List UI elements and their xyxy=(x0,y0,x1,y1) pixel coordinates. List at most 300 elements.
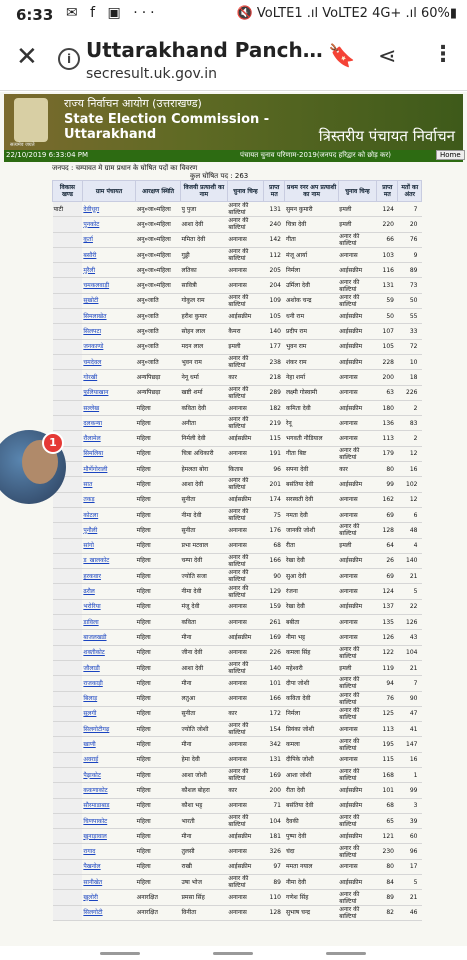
table-cell: अनानास xyxy=(227,737,263,752)
table-cell: अनार की बाल्टियां xyxy=(227,385,263,400)
cell-panchayat-link[interactable]: सुखोटी xyxy=(82,293,135,308)
table-cell: पु पुजा xyxy=(180,202,227,217)
table-cell: 200 xyxy=(377,370,398,385)
table-cell: 4 xyxy=(398,538,422,553)
table-cell: लतुआ xyxy=(180,691,227,706)
table-cell: महेश्वरी xyxy=(285,660,338,675)
table-cell: 12 xyxy=(398,492,422,507)
table-cell: तुलसी xyxy=(180,844,227,859)
table-cell: आईसक्रीम xyxy=(227,431,263,446)
table-cell: 113 xyxy=(377,431,398,446)
cell-panchayat-link[interactable]: जौलाडी xyxy=(82,660,135,675)
table-cell: 131 xyxy=(264,202,285,217)
table-row xyxy=(53,630,422,645)
table-cell: 128 xyxy=(264,905,285,920)
column-header: चुनाव चिन्ह xyxy=(338,181,376,202)
table-cell: महिला xyxy=(136,844,181,859)
table-cell: नेहा शर्मा xyxy=(285,370,338,385)
table-cell: इमली xyxy=(338,538,376,553)
cell-block xyxy=(53,370,83,385)
cell-panchayat-link[interactable]: राजकाड़ी xyxy=(82,676,135,691)
table-cell: 20 xyxy=(398,217,422,232)
cell-panchayat-link[interactable]: ड_खालकोट xyxy=(82,553,135,568)
breadcrumb: पंचायत चुनाव परिणाम-2019(जनपद हरिद्वार को छोड़ कर) xyxy=(240,151,391,159)
table-cell: 140 xyxy=(264,660,285,675)
table-cell: 140 xyxy=(264,324,285,339)
table-row xyxy=(53,202,422,217)
table-cell: 140 xyxy=(398,553,422,568)
table-cell: अनानास xyxy=(338,752,376,767)
table-cell: 80 xyxy=(377,462,398,477)
table-cell: अनु०जाति xyxy=(136,309,181,324)
cell-panchayat-link[interactable]: सुलगी xyxy=(82,706,135,721)
cell-panchayat-link[interactable]: चिणपाकोट xyxy=(82,813,135,828)
table-row xyxy=(53,737,422,752)
table-cell: 168 xyxy=(377,767,398,782)
table-row xyxy=(53,599,422,614)
cell-panchayat-link[interactable]: खाणी xyxy=(82,737,135,752)
cell-block xyxy=(53,278,83,293)
table-cell: नीमा देवी xyxy=(180,584,227,599)
home-button[interactable]: Home xyxy=(436,150,465,160)
table-row xyxy=(53,507,422,522)
table-cell: नेनू धर्मा xyxy=(180,370,227,385)
cell-panchayat-link[interactable]: डाविला xyxy=(82,615,135,630)
table-cell: अनार की बाल्टियां xyxy=(227,722,263,737)
table-cell: आईसक्रीम xyxy=(338,875,376,890)
table-cell: अनीता xyxy=(180,416,227,431)
table-row xyxy=(53,783,422,798)
cell-panchayat-link[interactable]: शक्तीकोट xyxy=(82,645,135,660)
cell-panchayat-link[interactable]: सल्लेख xyxy=(82,400,135,415)
cell-block xyxy=(53,783,83,798)
cell-panchayat-link[interactable]: सांगो xyxy=(82,538,135,553)
table-cell: 94 xyxy=(377,676,398,691)
cell-panchayat-link[interactable]: सिमलाखेत xyxy=(82,309,135,324)
cell-block xyxy=(53,416,83,431)
table-cell: महिला xyxy=(136,798,181,813)
table-cell: 21 xyxy=(398,660,422,675)
table-cell: गीता बिष्ट xyxy=(285,446,338,461)
share-icon[interactable]: ⋖ xyxy=(378,44,397,69)
cell-block xyxy=(53,263,83,278)
cell-panchayat-link[interactable]: अवराई xyxy=(82,752,135,767)
table-cell: अनारक्षित xyxy=(136,890,181,905)
table-cell: 181 xyxy=(264,829,285,844)
nav-home-button[interactable] xyxy=(213,952,253,955)
table-cell: कविता देवी xyxy=(285,691,338,706)
table-cell: मीना xyxy=(180,630,227,645)
table-row xyxy=(53,354,422,369)
cell-block xyxy=(53,630,83,645)
table-cell: 73 xyxy=(398,278,422,293)
table-cell: 68 xyxy=(377,798,398,813)
cell-panchayat-link[interactable]: फुलियाखान xyxy=(82,385,135,400)
table-cell: महिला xyxy=(136,538,181,553)
cell-panchayat-link[interactable]: सानीखेत xyxy=(82,875,135,890)
table-cell: शंकर राम xyxy=(285,354,338,369)
table-cell: आईसक्रीम xyxy=(227,309,263,324)
table-cell: 261 xyxy=(264,615,285,630)
close-icon[interactable]: ✕ xyxy=(16,42,38,72)
table-cell: 166 xyxy=(264,553,285,568)
table-cell: अनार की बाल्टियां xyxy=(227,202,263,217)
cell-panchayat-link[interactable]: तकड़ xyxy=(82,492,135,507)
table-row xyxy=(53,217,422,232)
nav-bar xyxy=(0,946,467,960)
cell-panchayat-link[interactable]: सिलगोटीगढ़ xyxy=(82,722,135,737)
table-cell: 69 xyxy=(377,569,398,584)
table-cell: अनार की बाल्टियां xyxy=(338,890,376,905)
cell-block xyxy=(53,309,83,324)
table-cell: 129 xyxy=(264,584,285,599)
table-row xyxy=(53,584,422,599)
table-cell: 7 xyxy=(398,676,422,691)
table-cell: अनार की बाल्टियां xyxy=(338,293,376,308)
system-indicators: 🔇 VoLTE1 .ıl VoLTE2 4G+ .ıl 60%▮ xyxy=(236,6,457,21)
table-row xyxy=(53,339,422,354)
browser-toolbar xyxy=(0,30,467,91)
table-cell: अनु०जा०महिला xyxy=(136,247,181,262)
table-cell: आशा जोशी xyxy=(285,767,338,782)
table-cell: सुमन कुमारी xyxy=(285,202,338,217)
cell-panchayat-link[interactable]: हरकवार xyxy=(82,569,135,584)
table-row xyxy=(53,798,422,813)
table-cell: 104 xyxy=(264,813,285,828)
table-cell: सुनीता xyxy=(180,523,227,538)
cell-panchayat-link[interactable]: कोटला xyxy=(82,507,135,522)
table-cell: चम्पा देवी xyxy=(180,553,227,568)
table-row xyxy=(53,706,422,721)
table-row xyxy=(53,890,422,905)
nav-back-button[interactable] xyxy=(100,952,140,955)
cell-panchayat-link[interactable]: दलकन्या xyxy=(82,416,135,431)
table-cell: 238 xyxy=(264,354,285,369)
table-cell: 96 xyxy=(264,462,285,477)
cell-panchayat-link[interactable]: पुनौली xyxy=(82,523,135,538)
table-cell: अनार की बाल्टियां xyxy=(227,767,263,782)
table-cell: अनु०जा०महिला xyxy=(136,278,181,293)
table-cell: 75 xyxy=(264,507,285,522)
datetime: 22/10/2019 6:33:04 PM xyxy=(6,151,89,159)
table-cell: महिला xyxy=(136,400,181,415)
cell-panchayat-link[interactable]: बसौरी xyxy=(82,247,135,262)
table-row xyxy=(53,232,422,247)
column-header: विकास खण्ड xyxy=(53,181,83,202)
column-header: मतों का अंतर xyxy=(398,181,422,202)
table-cell: महिला xyxy=(136,615,181,630)
table-cell: 124 xyxy=(377,584,398,599)
table-cell: अनानास xyxy=(227,752,263,767)
table-cell: आशा देवी xyxy=(180,477,227,492)
table-cell: अनार की बाल्टियां xyxy=(338,737,376,752)
table-cell: 131 xyxy=(377,278,398,293)
cell-panchayat-link[interactable]: मुरैली xyxy=(82,263,135,278)
table-cell: आईसक्रीम xyxy=(227,859,263,874)
table-cell: 115 xyxy=(264,431,285,446)
table-cell: 228 xyxy=(377,354,398,369)
table-row xyxy=(53,400,422,415)
table-cell: रेखा देवी xyxy=(285,599,338,614)
table-cell: महिला xyxy=(136,829,181,844)
table-cell: 159 xyxy=(264,599,285,614)
table-row xyxy=(53,370,422,385)
table-cell: 103 xyxy=(377,247,398,262)
table-cell: 136 xyxy=(377,416,398,431)
table-cell: चंदा xyxy=(285,844,338,859)
cell-panchayat-link[interactable]: ककणाकोट xyxy=(82,783,135,798)
nav-recents-button[interactable] xyxy=(326,952,366,955)
table-cell: 289 xyxy=(264,385,285,400)
table-cell: अनार की बाल्टियां xyxy=(338,844,376,859)
table-row xyxy=(53,462,422,477)
table-cell: अनानास xyxy=(338,615,376,630)
table-cell: अनानास xyxy=(227,446,263,461)
table-cell: पुष्पा देवी xyxy=(285,829,338,844)
table-cell: आईसक्रीम xyxy=(227,829,263,844)
table-row xyxy=(53,844,422,859)
table-row xyxy=(53,905,422,920)
cell-block xyxy=(53,507,83,522)
cell-panchayat-link[interactable]: देवीधूरा xyxy=(82,202,135,217)
table-row xyxy=(53,477,422,492)
table-cell: 121 xyxy=(377,829,398,844)
cell-panchayat-link[interactable]: ढरौल xyxy=(82,584,135,599)
table-cell: अनार की बाल्टियां xyxy=(338,905,376,920)
table-cell: आईसक्रीम xyxy=(338,354,376,369)
cell-panchayat-link[interactable]: सिलपटा xyxy=(82,324,135,339)
table-cell: भारती xyxy=(180,813,227,828)
cell-panchayat-link[interactable]: सौरमाडाबाड xyxy=(82,798,135,813)
table-cell: अनार की बाल्टियां xyxy=(338,232,376,247)
table-cell: रेखा देवी xyxy=(285,553,338,568)
table-cell: महिला xyxy=(136,477,181,492)
table-cell: 43 xyxy=(398,630,422,645)
table-cell: महिला xyxy=(136,813,181,828)
table-cell: भगवती नौडियाल xyxy=(285,431,338,446)
cell-block xyxy=(53,324,83,339)
table-cell: 90 xyxy=(264,569,285,584)
table-cell: प्रभा मटवाल xyxy=(180,538,227,553)
banner-title-line1: State Election Commission - xyxy=(64,112,270,127)
table-row xyxy=(53,247,422,262)
table-cell: अनानास xyxy=(338,416,376,431)
more-options-icon[interactable]: ⋮ xyxy=(432,42,454,67)
table-cell: अन्यपिछड़ा xyxy=(136,370,181,385)
table-cell: दीपिके जोशी xyxy=(285,752,338,767)
table-cell: सुनीता xyxy=(180,706,227,721)
table-row xyxy=(53,691,422,706)
table-cell: गुड्डी xyxy=(180,247,227,262)
cell-panchayat-link[interactable]: खुनाड़ावाल xyxy=(82,829,135,844)
table-cell: महिला xyxy=(136,431,181,446)
table-cell: 69 xyxy=(377,507,398,522)
cell-panchayat-link[interactable]: जनकाण्डे xyxy=(82,339,135,354)
table-cell: महिला xyxy=(136,875,181,890)
table-cell: आईसक्रीम xyxy=(338,783,376,798)
table-cell: भुवन राम xyxy=(285,339,338,354)
cell-panchayat-link[interactable]: सिलगोटी xyxy=(82,905,135,920)
table-cell: अनु०जाति xyxy=(136,324,181,339)
emblem-caption: सत्यमेव जयते xyxy=(10,142,35,148)
table-cell: अनार की बाल्टियां xyxy=(227,553,263,568)
table-cell: आईसक्रीम xyxy=(338,477,376,492)
table-row xyxy=(53,293,422,308)
table-cell: 21 xyxy=(398,890,422,905)
cell-panchayat-link[interactable]: बिलाड़ xyxy=(82,691,135,706)
table-cell: आशा देवी xyxy=(180,660,227,675)
table-cell: 33 xyxy=(398,324,422,339)
table-cell: अनु०जाति xyxy=(136,293,181,308)
table-cell: महिला xyxy=(136,645,181,660)
cell-panchayat-link[interactable]: पैखनोल xyxy=(82,859,135,874)
table-cell: 201 xyxy=(264,477,285,492)
table-cell: अनार की बाल्टियां xyxy=(227,293,263,308)
table-cell: 83 xyxy=(398,416,422,431)
table-cell: 180 xyxy=(377,400,398,415)
table-cell: 240 xyxy=(264,217,285,232)
table-cell: अनार की बाल्टियां xyxy=(338,645,376,660)
bookmark-icon[interactable]: 🔖 xyxy=(328,44,356,69)
cell-panchayat-link[interactable]: बाजलखडी xyxy=(82,630,135,645)
site-info-icon[interactable]: i xyxy=(58,48,80,70)
cell-panchayat-link[interactable]: मौर्णेगोराली xyxy=(82,462,135,477)
chat-head[interactable] xyxy=(0,430,66,504)
table-cell: 116 xyxy=(377,263,398,278)
cell-panchayat-link[interactable]: चमदेवल xyxy=(82,354,135,369)
table-cell: महिला xyxy=(136,523,181,538)
table-row xyxy=(53,553,422,568)
table-cell: कमला सिंह xyxy=(285,645,338,660)
table-cell: इमली xyxy=(227,339,263,354)
table-cell: कार xyxy=(227,706,263,721)
table-cell: कौशल बोहरा xyxy=(180,783,227,798)
cell-panchayat-link[interactable]: चमकलवाड़ी xyxy=(82,278,135,293)
table-cell: राखी xyxy=(180,859,227,874)
page-domain: secresult.uk.gov.in xyxy=(86,66,217,82)
table-cell: लक्ष्मी गोस्वामी xyxy=(285,385,338,400)
table-cell: 72 xyxy=(398,339,422,354)
table-cell: इमली xyxy=(338,660,376,675)
table-cell: 76 xyxy=(377,691,398,706)
table-cell: अनार की बाल्टियां xyxy=(227,247,263,262)
cell-panchayat-link[interactable]: पैढ़ाकोट xyxy=(82,767,135,782)
clock: 6:33 xyxy=(16,6,54,24)
table-cell: उषा भोज xyxy=(180,875,227,890)
table-cell: महिला xyxy=(136,722,181,737)
table-cell: बबीता xyxy=(285,615,338,630)
table-cell: 5 xyxy=(398,875,422,890)
cell-block xyxy=(53,875,83,890)
cell-panchayat-link[interactable]: सिमलिया xyxy=(82,446,135,461)
table-cell: आईसक्रीम xyxy=(338,599,376,614)
table-cell: 3 xyxy=(398,798,422,813)
cell-panchayat-link[interactable]: रागाद xyxy=(82,844,135,859)
table-cell: 205 xyxy=(264,263,285,278)
table-cell: अनानास xyxy=(227,844,263,859)
table-row xyxy=(53,324,422,339)
cell-block xyxy=(53,722,83,737)
table-cell: दीपा जोशी xyxy=(285,676,338,691)
table-cell: अनार की बाल्टियां xyxy=(227,217,263,232)
table-cell: आशा जोशी xyxy=(180,767,227,782)
table-cell: 135 xyxy=(377,615,398,630)
table-cell: कार xyxy=(338,462,376,477)
table-cell: महिला xyxy=(136,462,181,477)
table-cell: इमली xyxy=(338,202,376,217)
table-cell: अनारक्षित xyxy=(136,905,181,920)
table-cell: अनानास xyxy=(227,538,263,553)
table-cell: अनानास xyxy=(227,798,263,813)
table-row xyxy=(53,309,422,324)
table-cell: अनार की बाल्टियां xyxy=(227,569,263,584)
cell-block xyxy=(53,569,83,584)
table-cell: मंजू देवी xyxy=(180,599,227,614)
table-cell: महिला xyxy=(136,676,181,691)
table-cell: हेमा देवी xyxy=(180,752,227,767)
table-cell: अनु०जाति xyxy=(136,354,181,369)
table-cell: 166 xyxy=(264,691,285,706)
status-bar xyxy=(0,0,467,30)
table-cell: 113 xyxy=(377,722,398,737)
table-cell: आईसक्रीम xyxy=(338,553,376,568)
cell-panchayat-link[interactable]: भरोरिया xyxy=(82,599,135,614)
cell-panchayat-link[interactable]: पुनकोट xyxy=(82,217,135,232)
table-cell: अनार की बाल्टियां xyxy=(338,278,376,293)
table-cell: अनार की बाल्टियां xyxy=(227,354,263,369)
table-cell: 126 xyxy=(377,630,398,645)
table-cell: 64 xyxy=(377,538,398,553)
table-cell: 162 xyxy=(377,492,398,507)
table-cell: आईसक्रीम xyxy=(338,324,376,339)
cell-panchayat-link[interactable]: गोरखी xyxy=(82,370,135,385)
table-cell: नीमा देवी xyxy=(180,507,227,522)
table-cell: 26 xyxy=(377,553,398,568)
cell-block xyxy=(53,798,83,813)
cell-block xyxy=(53,645,83,660)
table-row xyxy=(53,767,422,782)
table-cell: कमला xyxy=(285,737,338,752)
table-cell: महिला xyxy=(136,783,181,798)
cell-panchayat-link[interactable]: रौलामेल xyxy=(82,431,135,446)
cell-panchayat-link[interactable]: खुलोरी xyxy=(82,890,135,905)
table-cell: 22 xyxy=(398,599,422,614)
table-cell: 65 xyxy=(377,813,398,828)
table-cell: 46 xyxy=(398,905,422,920)
table-cell: महिला xyxy=(136,767,181,782)
notification-icons: ✉ f ▣ ··· xyxy=(66,5,159,21)
table-cell: 6 xyxy=(398,507,422,522)
table-cell: 230 xyxy=(377,844,398,859)
table-cell: मीना xyxy=(180,829,227,844)
table-row xyxy=(53,615,422,630)
table-cell: 17 xyxy=(398,859,422,874)
table-cell: आईसक्रीम xyxy=(338,339,376,354)
table-cell: किताब xyxy=(227,462,263,477)
table-cell: अनार की बाल्टियां xyxy=(227,584,263,599)
table-cell: रीता देवी xyxy=(285,783,338,798)
table-cell: अनानास xyxy=(227,890,263,905)
table-cell: कविता xyxy=(180,615,227,630)
table-cell: आईसक्रीम xyxy=(338,309,376,324)
table-cell: अनार की बाल्टियां xyxy=(227,813,263,828)
table-cell: अनु०जा०महिला xyxy=(136,232,181,247)
table-cell: कार xyxy=(227,370,263,385)
cell-panchayat-link[interactable]: सात xyxy=(82,477,135,492)
cell-panchayat-link[interactable]: कुर्ता xyxy=(82,232,135,247)
table-cell: अनार की बाल्टियां xyxy=(338,691,376,706)
table-row xyxy=(53,492,422,507)
